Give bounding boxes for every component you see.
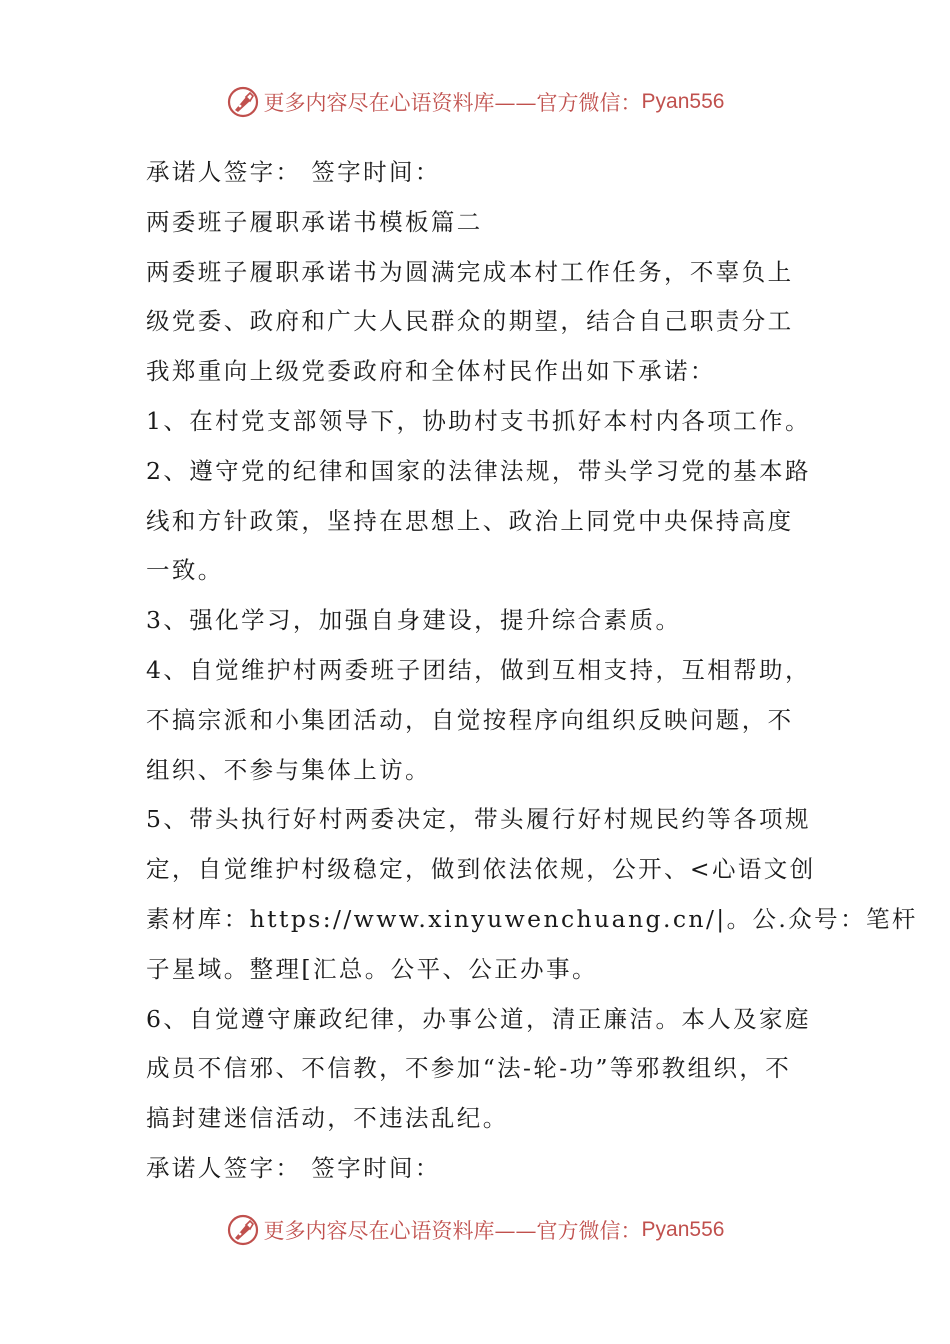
text-line: 级党委、政府和广大人民群众的期望，结合自己职责分工 xyxy=(146,307,794,336)
document-body xyxy=(146,148,918,1194)
text-line: 承诺人签字： 签字时间： xyxy=(146,1153,441,1182)
list-item: 6、自觉遵守廉政纪律，办事公道，清正廉洁。本人及家庭 xyxy=(146,1004,811,1033)
section-title: 两委班子履职承诺书模板篇二 xyxy=(146,207,483,236)
text-line: 线和方针政策，坚持在思想上、政治上同党中央保持高度 xyxy=(146,506,794,535)
banner-wechat-label: 官方微信： xyxy=(536,91,642,115)
list-item: 4、自觉维护村两委班子团结，做到互相支持，互相帮助， xyxy=(146,655,811,684)
list-item: 2、遵守党的纪律和国家的法律法规，带头学习党的基本路 xyxy=(146,456,811,485)
list-item: 3、强化学习，加强自身建设，提升综合素质。 xyxy=(146,606,682,635)
banner-text: 更多内容尽在心语资料库—— xyxy=(263,1219,537,1243)
text-line: 两委班子履职承诺书为圆满完成本村工作任务，不辜负上 xyxy=(146,257,794,286)
footer-banner xyxy=(0,1208,950,1252)
text-line: 搞封建迷信活动，不违法乱纪。 xyxy=(146,1104,509,1133)
text-line: 子星域。整理[汇总。公平、公正办事。 xyxy=(146,954,598,983)
list-item: 1、在村党支部领导下，协助村支书抓好本村内各项工作。 xyxy=(146,406,811,435)
banner-wechat-id: Pyan556 xyxy=(641,90,725,113)
text-line: 一致。 xyxy=(146,556,224,585)
pen-nib-icon xyxy=(226,85,260,119)
pen-nib-icon xyxy=(226,1213,260,1247)
text-line: 组织、不参与集体上访。 xyxy=(146,755,431,784)
banner-wechat-id: Pyan556 xyxy=(641,1218,725,1241)
text-line: 定，自觉维护村级稳定，做到依法依规，公开、<心语文创 xyxy=(146,855,816,884)
text-line: 成员不信邪、不信教，不参加“法-轮-功”等邪教组织，不 xyxy=(146,1054,792,1083)
banner-wechat-label: 官方微信： xyxy=(536,1219,642,1243)
header-banner xyxy=(0,80,950,124)
text-line: 我郑重向上级党委政府和全体村民作出如下承诺： xyxy=(146,357,716,386)
banner-text: 更多内容尽在心语资料库—— xyxy=(263,91,537,115)
text-line: 承诺人签字： 签字时间： xyxy=(146,158,441,186)
list-item: 5、带头执行好村两委决定，带头履行好村规民约等各项规 xyxy=(146,805,811,834)
text-line: 素材库：https://www.xinyuwenchuang.cn/|。公.众号：笔杆 xyxy=(146,904,918,933)
text-line: 不搞宗派和小集团活动，自觉按程序向组织反映问题，不 xyxy=(146,705,794,734)
